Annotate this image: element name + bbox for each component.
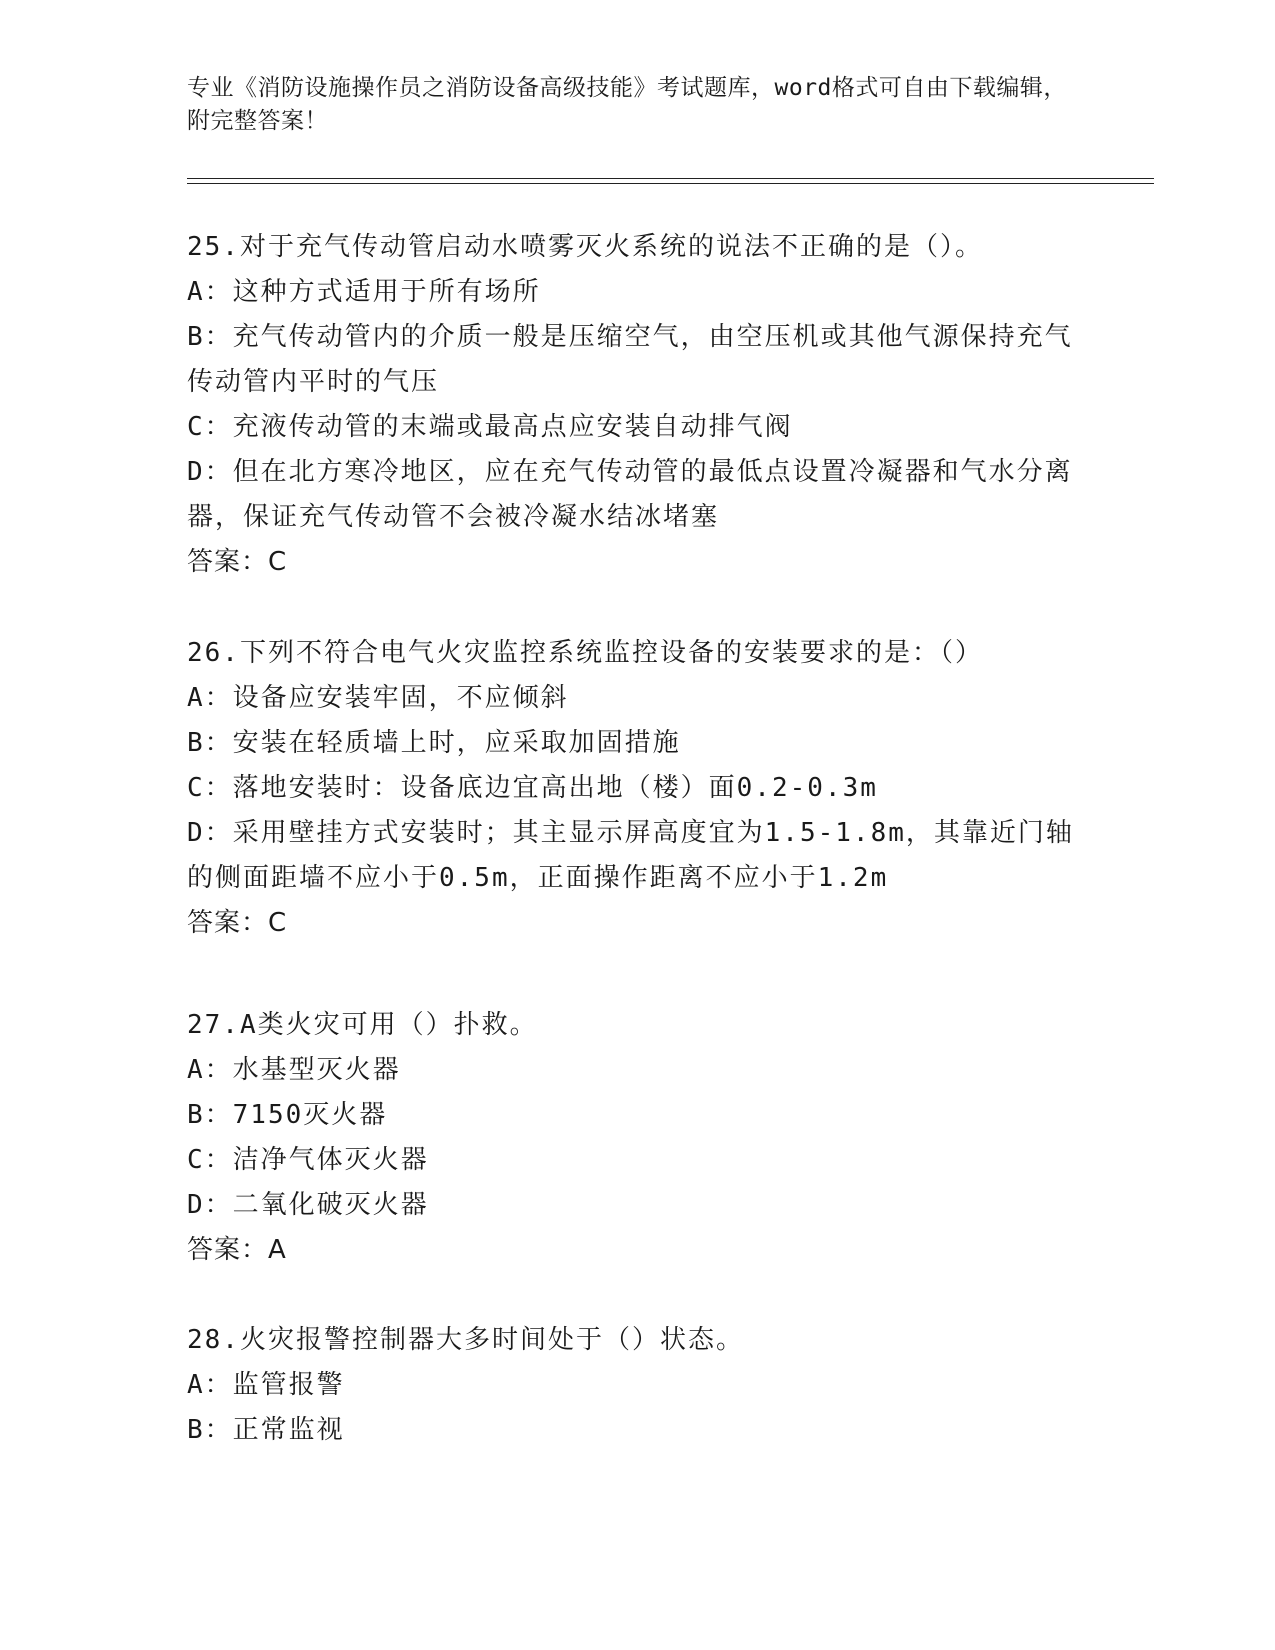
option-c: C：洁净气体灭火器 bbox=[187, 1145, 429, 1175]
question-stem: 26.下列不符合电气火灾监控系统监控设备的安装要求的是：（） bbox=[187, 638, 983, 668]
option-c: C：落地安装时：设备底边宜高出地（楼）面0.2-0.3m bbox=[187, 773, 878, 803]
option-b: B：正常监视 bbox=[187, 1415, 345, 1445]
option-d: D：采用壁挂方式安装时；其主显示屏高度宜为1.5-1.8m，其靠近门轴的侧面距墙不应小于0.5m，正面操作距离不应小于1.2m bbox=[187, 818, 1074, 893]
option-a: A：设备应安装牢固，不应倾斜 bbox=[187, 683, 569, 713]
question-stem: 28.火灾报警控制器大多时间处于（）状态。 bbox=[187, 1325, 744, 1355]
question-stem: 27.A类火灾可用（）扑救。 bbox=[187, 1010, 538, 1040]
option-b: B：充气传动管内的介质一般是压缩空气，由空压机或其他气源保持充气传动管内平时的气压 bbox=[187, 322, 1073, 397]
option-b: B：安装在轻质墙上时，应采取加固措施 bbox=[187, 728, 681, 758]
question-25 bbox=[187, 225, 1087, 585]
option-d: D：但在北方寒冷地区，应在充气传动管的最低点设置冷凝器和气水分离器，保证充气传动管不会被冷凝水结冰堵塞 bbox=[187, 457, 1073, 532]
option-c: C：充液传动管的末端或最高点应安装自动排气阀 bbox=[187, 412, 793, 442]
question-stem: 25.对于充气传动管启动水喷雾灭火系统的说法不正确的是（）。 bbox=[187, 232, 983, 262]
question-27 bbox=[187, 1003, 1087, 1273]
answer-line: 答案：A bbox=[187, 1235, 287, 1265]
option-d: D：二氧化破灭火器 bbox=[187, 1190, 429, 1220]
option-b: B：7150灭火器 bbox=[187, 1100, 388, 1130]
option-a: A：这种方式适用于所有场所 bbox=[187, 277, 541, 307]
header-divider-top bbox=[187, 178, 1154, 179]
header-divider-bottom bbox=[187, 183, 1154, 184]
question-26 bbox=[187, 631, 1087, 946]
answer-line: 答案：C bbox=[187, 908, 288, 938]
option-a: A：水基型灭火器 bbox=[187, 1055, 401, 1085]
option-a: A：监管报警 bbox=[187, 1370, 345, 1400]
answer-line: 答案：C bbox=[187, 547, 288, 577]
question-28 bbox=[187, 1318, 1087, 1453]
document-header: 专业《消防设施操作员之消防设备高级技能》考试题库，word格式可自由下载编辑，附完整答案！ bbox=[187, 75, 1067, 134]
